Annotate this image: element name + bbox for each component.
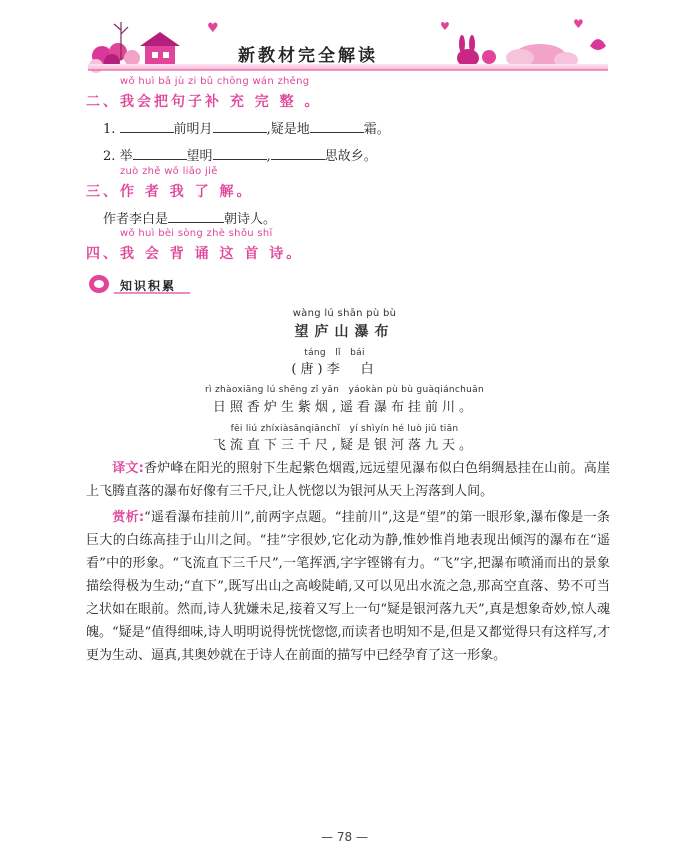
section3-heading: 三、作 者 我 了 解。 [86, 184, 254, 200]
line2-number: 2. 举 [103, 149, 133, 164]
house-icon [140, 32, 180, 66]
bird-icon [590, 39, 606, 50]
translation-label: 译文: [112, 461, 144, 476]
author-pre: 作者李白是 [103, 212, 169, 227]
line1-text-2: ,疑是地 [266, 122, 310, 137]
rabbit-icon [457, 35, 496, 67]
heart-icon: ♥ [440, 20, 450, 33]
section2-heading: 二、我会把句子补 充 完 整 。 [86, 94, 322, 110]
poem-line1: 日照香炉生紫烟,遥看瀑布挂前川。 [212, 400, 477, 415]
blank-2-1[interactable] [133, 146, 187, 160]
analysis-paragraph [86, 506, 610, 667]
author-line [103, 208, 276, 227]
poem-line2-pinyin: fēi liú zhíxiàsānqiānchǐ yí shìyín hé luò jiǔ tiān [230, 424, 459, 434]
blank-dynasty[interactable] [168, 209, 224, 223]
line2-text-1: 望明 [186, 149, 213, 164]
heart-icon: ♥ [207, 21, 219, 36]
poem-author-pinyin: táng lǐ bái [304, 348, 365, 358]
author-post: 朝诗人。 [224, 212, 277, 227]
line1-text-3: 霜。 [363, 122, 390, 137]
blank-1-1[interactable] [120, 119, 174, 133]
blank-2-3[interactable] [271, 146, 325, 160]
knowledge-title: 知识积累 [120, 279, 177, 293]
section2-pinyin: wǒ huì bǎ jù zi bǔ chōng wán zhěng [120, 76, 310, 87]
poem-line1-pinyin: rì zhàoxiāng lú shēng zǐ yān yáokàn pù bù guàqiánchuān [205, 385, 484, 395]
blank-2-2[interactable] [213, 146, 267, 160]
line1-text-1: 前明月 [173, 122, 213, 137]
section3-pinyin: zuò zhě wǒ liǎo jiě [120, 166, 218, 177]
poem-title-pinyin: wàng lú shān pù bù [292, 308, 397, 319]
poem-author: (唐)李 白 [291, 362, 378, 377]
line1-number: 1. [103, 122, 116, 137]
poem-line2: 飞流直下三千尺,疑是银河落九天。 [212, 438, 477, 453]
fill-line-2 [103, 145, 377, 164]
translation-paragraph [86, 457, 610, 503]
blank-1-2[interactable] [213, 119, 267, 133]
blank-1-3[interactable] [310, 119, 364, 133]
page-header [0, 0, 689, 90]
analysis-text: “遥看瀑布挂前川”,前两字点题。“挂前川”,这是“望”的第一眼形象,瀑布像是一条巨大的白练高挂于山川之间。“挂”字很妙,它化动为静,惟妙惟肖地表现出倾泻的瀑布在“遥看”中的形象。“飞流直下三千尺”,一笔挥洒,字字铿锵有力。“飞”字,把瀑布喷涌而出的景象描绘得极为生动;“直下”,既写出山之高峻陡峭,又可以见出水流之急,那高空直落、势不可当之状如在眼前。然而,诗人犹嫌未足,接着又写上一句“疑是银河落九天”,真是想象奇妙,惊人魂魄。“疑是”值得细味,诗人明明说得恍恍惚惚,而读者也明知不是,但是又都觉得只有这样写,才更为生动、逼真,其奥妙就在于诗人在前面的描写中已经孕育了这一形象。 [86, 510, 610, 663]
page-number: — 78 — [321, 830, 368, 844]
analysis-label: 赏析: [112, 510, 145, 525]
poem-title: 望庐山瀑布 [294, 324, 395, 340]
line2-text-3: 思故乡。 [324, 149, 377, 164]
section4-heading: 四、我 会 背 诵 这 首 诗。 [86, 246, 304, 262]
fill-line-1 [103, 118, 390, 137]
header-title: 新教材完全解读 [238, 46, 378, 66]
translation-text: 香炉峰在阳光的照射下生起紫色烟霞,远远望见瀑布似白色绢绸悬挂在山前。高崖上飞腾直落的瀑布好像有三千尺,让人恍惚以为银河从天上泻落到人间。 [86, 461, 610, 499]
heart-icon: ♥ [573, 17, 584, 31]
line2-text-2: , [266, 149, 271, 164]
section4-pinyin: wǒ huì bèi sòng zhè shǒu shī [120, 228, 273, 239]
